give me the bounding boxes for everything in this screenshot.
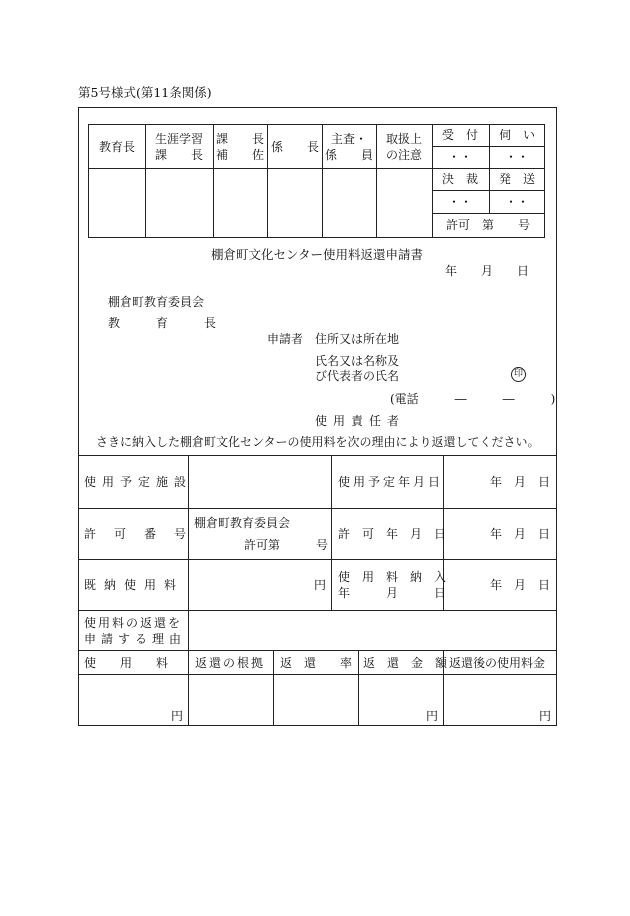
seal-mark: 印 [511, 367, 526, 382]
request-statement: さきに納入した棚倉町文化センターの使用料を次の理由により返還してください。 [96, 435, 540, 449]
paid-fee-label: 既納使用料 [84, 578, 185, 592]
permit-issuer: 棚倉町教育委員会 [194, 516, 291, 530]
payment-date-label-line2: 年 月 日 [338, 586, 447, 600]
applicant-label: 申請者 [267, 332, 304, 346]
header-fee-after-refund: 返還後の使用料金 [449, 656, 546, 670]
fee-after-refund-yen: 円 [538, 709, 551, 723]
handling-note-line1: 取扱上 [385, 132, 423, 146]
form-number-label: 第5号様式(第11条関係) [78, 85, 212, 100]
stamp-shusa-line2: 係 員 [324, 148, 374, 162]
stamp-shusa-line1: 主査・ [330, 132, 368, 146]
name-label-line1: 氏名又は名称及 [315, 354, 400, 368]
frame-right [556, 107, 557, 455]
responsible-person-label: 使用責任者 [315, 414, 406, 428]
paid-fee-yen: 円 [313, 578, 326, 592]
date-line: 年 月 日 [445, 264, 530, 278]
approved-date: ・・ [447, 195, 473, 209]
payment-date-value: 年 月 日 [490, 578, 551, 592]
payment-date-label-line1: 使 用 料 納 入 [338, 570, 447, 584]
header-usage-fee: 使 用 料 [84, 656, 169, 670]
header-refund-rate: 返 還 率 [280, 656, 353, 670]
frame-left [78, 107, 79, 455]
dispatch-date: ・・ [504, 195, 530, 209]
facility-label: 使用予定施設 [84, 475, 193, 489]
stamp-kacho-hosa-line1: 課 長 [215, 132, 265, 146]
inquiry-date: ・・ [504, 150, 530, 164]
permit-date-label: 許 可 年 月 日 [338, 527, 447, 541]
refund-reason-label-line1: 使用料の返還を [84, 616, 183, 630]
document-title: 棚倉町文化センター使用料返還申請書 [210, 247, 424, 262]
name-label-line2: び代表者の氏名 [315, 369, 400, 383]
permit-number-label: 許可番号 [84, 527, 205, 541]
header-refund-amount: 返 還 金 額 [363, 656, 448, 670]
planned-date-label: 使用予定年月日 [338, 475, 444, 489]
stamp-kyoikucho: 教育長 [98, 140, 136, 154]
refund-reason-label-line2: 申請する理由 [84, 632, 187, 646]
stamp-kacho-hosa-line2: 補 佐 [215, 148, 265, 162]
planned-date-value: 年 月 日 [490, 475, 551, 489]
stamp-shogai-line2: 課 長 [154, 148, 204, 162]
permit-number-stamp: 許可 第 号 [445, 218, 531, 232]
header-refund-basis: 返還の根拠 [195, 656, 266, 670]
addressee-superintendent: 教 育 長 [108, 316, 217, 330]
refund-amount-yen: 円 [425, 709, 438, 723]
approved-label: 決 裁 [441, 172, 479, 186]
usage-fee-yen: 円 [170, 709, 183, 723]
inquiry-label: 伺 い [498, 128, 536, 142]
stamp-shogai-line1: 生涯学習 [154, 132, 204, 146]
frame-top [78, 107, 557, 108]
phone-line: (電話 ― ― ) [390, 392, 556, 406]
received-label: 受 付 [441, 128, 479, 142]
permit-number-value: 許可第 号 [244, 538, 329, 552]
permit-date-value: 年 月 日 [490, 527, 551, 541]
stamp-kakaricho: 係 長 [270, 140, 320, 154]
addressee-board: 棚倉町教育委員会 [108, 295, 205, 309]
dispatch-label: 発 送 [498, 172, 536, 186]
handling-note-line2: の注意 [385, 148, 423, 162]
address-label: 住所又は所在地 [315, 332, 400, 346]
received-date: ・・ [447, 150, 473, 164]
